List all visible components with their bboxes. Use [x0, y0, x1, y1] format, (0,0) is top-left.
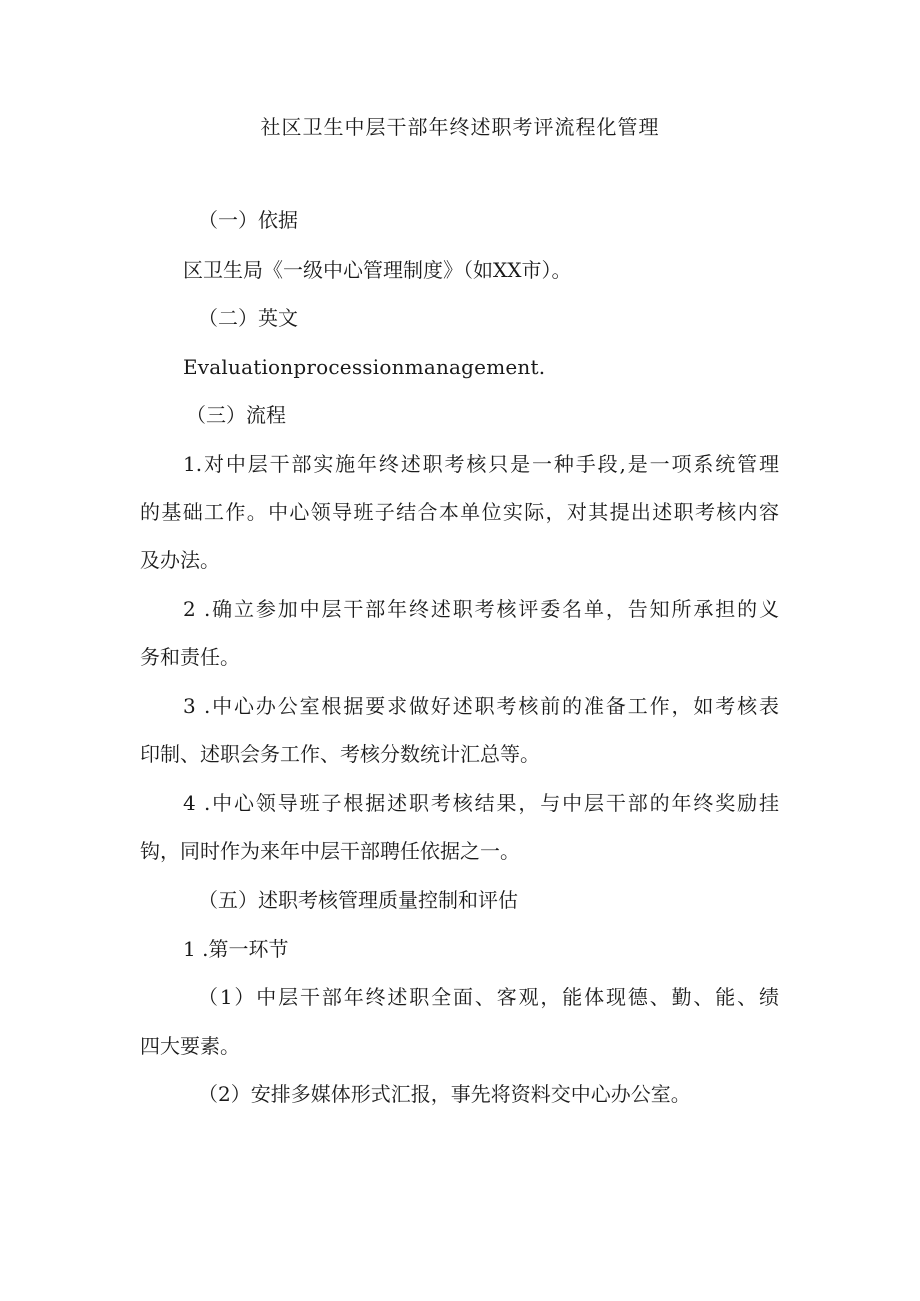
basis-paragraph: 区卫生局《一级中心管理制度》（如XX市）。: [183, 258, 572, 282]
section-process-heading: （三）流程: [186, 403, 286, 427]
english-paragraph: Evaluationprocessionmanagement.: [183, 355, 546, 379]
process-item-3-line-1: 3 .中心办公室根据要求做好述职考核前的准备工作，如考核表: [183, 694, 779, 718]
sub-item-1-line-1: （1）中层干部年终述职全面、客观，能体现德、勤、能、绩: [198, 985, 779, 1009]
process-item-1-line-3: 及办法。: [140, 548, 220, 572]
process-item-1-line-1: 1.对中层干部实施年终述职考核只是一种手段,是一项系统管理: [183, 452, 779, 476]
step-1-heading: 1 .第一环节: [183, 937, 289, 961]
section-english-heading: （二）英文: [198, 306, 298, 330]
process-item-4-line-1: 4 .中心领导班子根据述职考核结果，与中层干部的年终奖励挂: [183, 791, 779, 815]
process-item-2-line-2: 务和责任。: [140, 645, 240, 669]
sub-item-1-line-2: 四大要素。: [140, 1034, 240, 1058]
sub-item-2-line-1: （2）安排多媒体形式汇报，事先将资料交中心办公室。: [198, 1082, 691, 1106]
process-item-3-line-2: 印制、述职会务工作、考核分数统计汇总等。: [140, 742, 540, 766]
process-item-2-line-1: 2 .确立参加中层干部年终述职考核评委名单，告知所承担的义: [183, 597, 779, 621]
section-quality-heading: （五）述职考核管理质量控制和评估: [198, 888, 518, 912]
document-title: 社区卫生中层干部年终述职考评流程化管理: [260, 115, 660, 139]
process-item-4-line-2: 钩，同时作为来年中层干部聘任依据之一。: [140, 839, 520, 863]
section-basis-heading: （一）依据: [198, 208, 298, 232]
process-item-1-line-2: 的基础工作。中心领导班子结合本单位实际，对其提出述职考核内容: [140, 500, 779, 524]
